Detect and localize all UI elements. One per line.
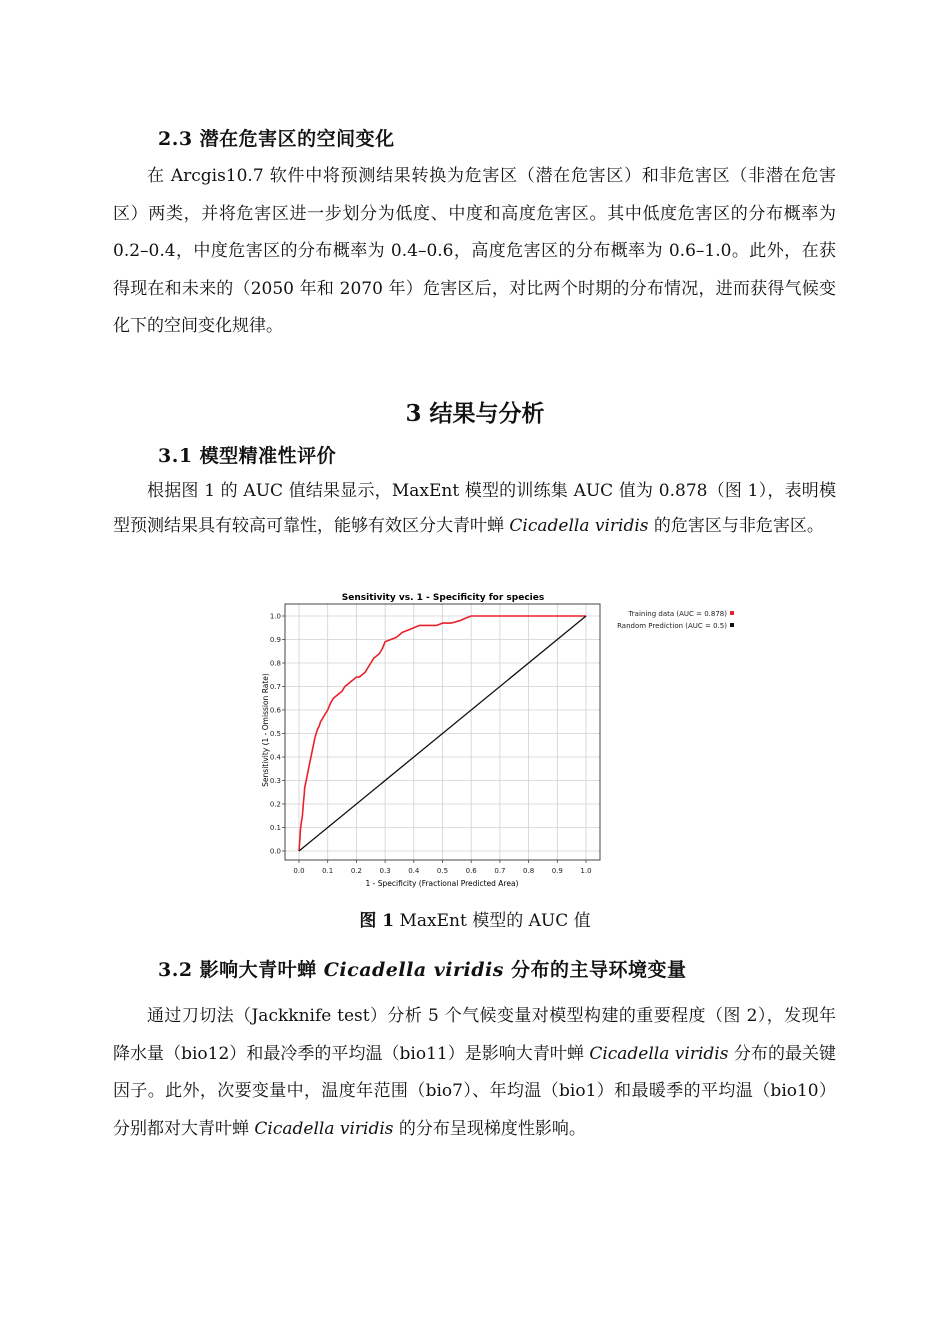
x-tick-label: 0.0 [293, 867, 305, 875]
caption-text: MaxEnt 模型的 AUC 值 [394, 911, 591, 931]
heading-run: 分布的主导环境变量 [503, 959, 687, 981]
y-axis-label: Sensitivity (1 - Omission Rate) [261, 673, 270, 787]
y-tick-label: 0.0 [269, 847, 281, 856]
y-tick-label: 1.0 [269, 612, 281, 621]
species-name: Cicadella viridis [509, 516, 649, 536]
y-axis-ticks [270, 613, 285, 856]
x-tick-label: 0.7 [494, 867, 506, 875]
text-run: 根据图 1 的 AUC 值结果显示，MaxEnt 模型的训练集 AUC 值为 0.878（图 1），表明模型预测结果具有较高可靠性，能够有效区分大青叶蝉 [113, 481, 836, 536]
section-heading-3-1: 3.1 模型精准性评价 [158, 445, 337, 467]
caption-label: 图 1 [359, 911, 395, 931]
y-tick-label: 0.3 [269, 777, 281, 785]
text-run: 通过刀切法（Jackknife test）分析 5 个气候变量对模型构建的重要程度（图 2），发现年降水量（bio12）和最冷季的平均温（bio11）是影响大青叶蝉 [113, 1006, 836, 1064]
y-tick-label: 0.5 [269, 730, 281, 738]
heading-run: 3.2 影响大青叶蝉 [158, 959, 324, 981]
legend-swatch [730, 623, 734, 627]
chart-title: Sensitivity vs. 1 - Specificity for species [341, 593, 545, 603]
text-run: 分布的最关键因子。此外，次要变量中，温度年范围（bio7）、年均温（bio1）和最暖季的平均温（bio10）分别都对大青叶蝉 [113, 1043, 837, 1139]
legend-label: Training data (AUC = 0.878) [628, 610, 727, 618]
y-tick-label: 0.7 [269, 683, 281, 691]
text-run: 的危害区与非危害区。 [648, 516, 824, 536]
y-tick-label: 0.9 [269, 636, 281, 644]
section-heading-3-2 [158, 955, 687, 982]
section-3-2-paragraph [113, 998, 836, 1148]
figure-1-caption [0, 906, 950, 931]
x-tick-label: 0.3 [379, 867, 391, 875]
x-tick-label: 0.8 [523, 867, 535, 875]
heading-species: Cicadella viridis [323, 959, 504, 981]
x-axis-label: 1 - Specificity (Fractional Predicted Area) [365, 879, 519, 888]
legend-label: Random Prediction (AUC = 0.5) [617, 622, 727, 630]
x-axis-ticks [293, 860, 591, 875]
roc-chart [255, 586, 755, 896]
species-name: Cicadella viridis [254, 1118, 394, 1139]
y-tick-label: 0.4 [269, 753, 281, 762]
x-tick-label: 0.5 [436, 867, 449, 875]
section-3-1-paragraph [113, 474, 836, 544]
x-tick-label: 0.1 [322, 867, 334, 875]
y-tick-label: 0.6 [269, 706, 281, 715]
legend-swatch [730, 611, 734, 615]
x-tick-label: 0.9 [551, 867, 563, 875]
x-tick-label: 0.2 [350, 867, 362, 875]
x-tick-label: 0.4 [408, 867, 420, 875]
y-tick-label: 0.8 [269, 659, 281, 668]
species-name: Cicadella viridis [589, 1043, 729, 1064]
section-heading-2-3: 2.3 潜在危害区的空间变化 [158, 128, 395, 150]
y-tick-label: 0.1 [269, 824, 281, 832]
x-tick-label: 0.6 [465, 867, 477, 875]
x-tick-label: 1.0 [580, 867, 592, 875]
chart-legend [617, 610, 734, 630]
chapter-heading-3: 3 结果与分析 [405, 400, 545, 427]
section-2-3-paragraph: 在 Arcgis10.7 软件中将预测结果转换为危害区（潜在危害区）和非危害区（非潜在危害区）两类，并将危害区进一步划分为低度、中度和高度危害区。其中低度危害区的分布概率为 0.2–0.4，中度危害区的分布概率为 0.4–0.6，高度危害区的分布概率为 0.6–1.0。此外，在获得现在和未来的（2050 年和 2070 年）危害区后，对比两个时期的分布情况，进而获得气候变化下的空间变化规律。 [113, 166, 836, 336]
y-tick-label: 0.2 [269, 800, 281, 809]
text-run: 的分布呈现梯度性影响。 [393, 1118, 586, 1139]
